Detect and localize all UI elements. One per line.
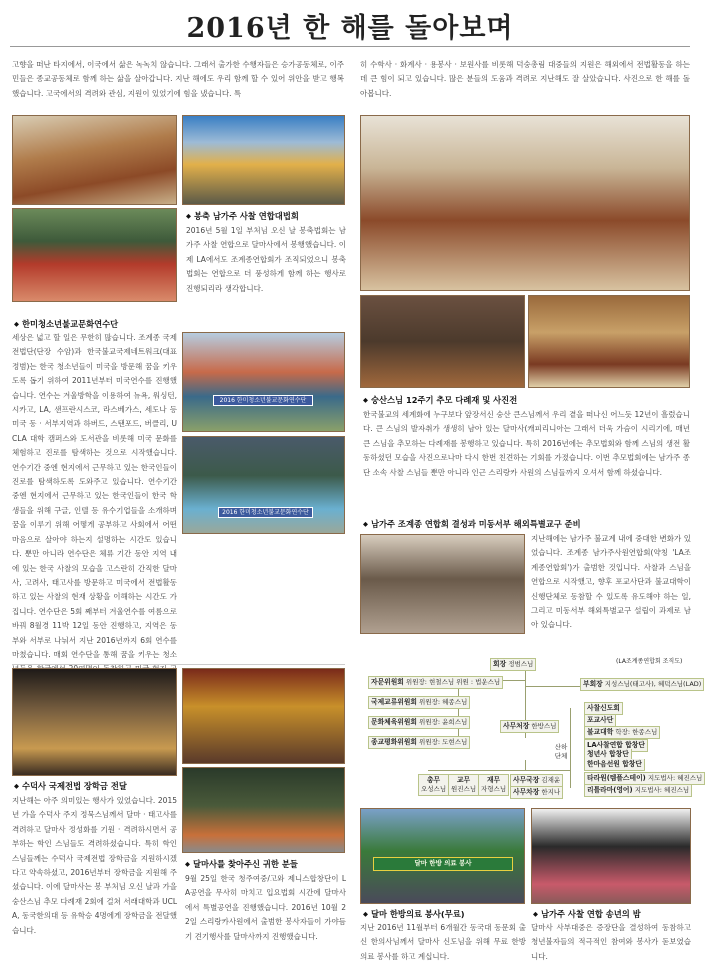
photo-youth-sedona xyxy=(182,332,345,432)
org-chart xyxy=(360,650,703,800)
title-divider xyxy=(10,46,690,47)
photo-visitors-group xyxy=(182,767,345,853)
photo-memorial-ceremony xyxy=(360,115,690,291)
org-staff: 사무국장 김재윤 xyxy=(510,774,563,787)
section-heading: ◆ 남가주 사찰 연합 송년의 밤 xyxy=(533,908,693,922)
org-affiliate: 한마음선원 합창단 xyxy=(584,759,645,771)
photo-scholarship xyxy=(12,668,177,776)
org-committee: 국제교류위원회 위원장: 혜종스님 xyxy=(368,696,470,709)
banner-label: 2016 한미청소년불교문화연수단 xyxy=(213,395,313,406)
org-staff: 사무차장 한지나 xyxy=(510,786,563,799)
photo-youth-temple xyxy=(182,436,345,534)
org-affiliate: LA사찰연합 합창단 xyxy=(584,739,648,752)
photo-memorial-hall xyxy=(360,295,525,388)
banner-label: 달마 한방 의료 봉사 xyxy=(373,857,513,871)
org-committee: 문화체육위원회 위원장: 윤희스님 xyxy=(368,716,470,729)
photo-monks-dharma-hall xyxy=(12,115,177,205)
intro-text-right: 히 수학사 · 화계사 · 용봉사 · 보원사를 비롯해 덕숭총림 대중들의 지원은 해외에서 전법활동을 하는데 큰 힘이 되고 있습니다. 많은 분들의 도움과 격려로 지난해도 잘 살았습니다. 사진으로 한 해를 돌아봅니다. xyxy=(360,60,690,98)
photo-yearend-night xyxy=(531,808,691,904)
section-body: 9월 25일 한국 청주여중/고와 제니스합창단이 LA공연을 무사히 마치고 입요법회 시간에 달마사에서 특별공연을 진행했습니다. 2016년 10월 22일 스리랑카사원에서 출범한 봉사자들이 가야듬기 견기행사를 달마사까지 진행했습니다. xyxy=(185,874,346,941)
org-secretary: 사무처장 한방스님 xyxy=(500,720,559,733)
section-heading: ◆ 남가주 조계종 연합회 결성과 미동서부 해외특별교구 준비 xyxy=(363,518,690,532)
org-affiliate: 청년사 합창단 xyxy=(584,749,632,761)
org-chair: 회장 정범스님 xyxy=(490,658,536,671)
section-body: 지난해는 아주 의미있는 행사가 있었습니다. 2015년 가을 수덕사 주지 정묵스님께서 달마 · 태고사를 격려하고 달마사 정성화를 기원 · 격려하시면서 공부하는 학인 스님들도 격려하셨습니다. 특히 학인 스님들께는 수덕사 국제전법 장학금을 지원하시겠다고 약속하셨고, 2016년부터 장학금을 지원해 주셨습니다. 이에 달마사는 봉 부처님 오신 날과 가을 숭산스님 추모 다례재 2회에 걸쳐 서래대학과 UCLA, 동국한의대 등 유학승 4명에게 장학금을 전달했습니다. xyxy=(12,796,177,935)
section-heading: ◆ 한미청소년불교문화연수단 xyxy=(14,318,184,332)
photo-medical-service xyxy=(360,808,525,904)
photo-buddha-birthday-crowd xyxy=(182,115,345,205)
photo-monks-group xyxy=(528,295,690,388)
org-side-label: 산하단체 xyxy=(554,743,568,760)
banner-label: 2016 한미청소년불교문화연수단 xyxy=(218,507,313,518)
org-committee: 자문위원회 위원장: 현철스님 위원 : 법운스님 xyxy=(368,676,503,689)
photo-federation-meeting xyxy=(360,534,525,634)
section-body: 지난해에는 남가주 불교계 내에 중대한 변화가 있었습니다. 조계종 남가주사원연합회(약칭 'LA조계종연합회')가 출범한 것입니다. 사찰과 스님을 연합으로 시작했고, 향후 포교사단과 불교대학이 신행단체로 동참할 수 있도록 유도해야 하는 일, 그리고 미동서부 해외특별교구 설립이 과제로 남아 있습니다. xyxy=(531,534,691,630)
org-affiliate: 사찰신도회 xyxy=(584,702,623,715)
org-staff: 교무 원진스님 xyxy=(448,774,479,796)
org-affiliate: 포교사단 xyxy=(584,714,616,727)
org-affiliate: 타라원(템플스테이) 지도법사: 혜진스님 xyxy=(584,772,705,785)
intro-text-left: 고향을 떠난 타지에서, 이국에서 삶은 녹녹치 않습니다. 그래서 출가한 수행자들은 승가공동체로, 이주민들은 종교공동체로 함께 하는 삶을 살아갑니다. 지난 해에도 우리 함께 할 수 있어 위안을 받고 행복했습니다. 고국에서의 격려와 관심, 지원이 있었기에 힘을 냈습니다. 특 xyxy=(12,60,344,98)
section-heading: ◆ 달마 한방의료 봉사(무료) xyxy=(363,908,528,922)
section-heading: ◆ 봉축 남가주 사찰 연합대법회 xyxy=(186,210,346,224)
org-committee: 종교평화위원회 위원장: 도현스님 xyxy=(368,736,470,749)
org-vice-chair: 부회장 지성스님(태고사), 혜덕스님(LAD) xyxy=(580,678,704,691)
section-heading: ◆ 달마사를 찾아주신 귀한 분들 xyxy=(185,858,347,872)
section-heading: ◆ 숭산스님 12주기 추모 다례재 및 사진전 xyxy=(363,394,690,408)
section-body: 2016년 5월 1일 부처님 오신 날 봉축법회는 남가주 사찰 연합으로 달마사에서 봉행했습니다. 이제 LA에서도 조계종연합회가 조직되었으니 봉축법회는 연합으로 더 풍성하게 함께 하는 행사로 진행되리라 생각합니다. xyxy=(186,226,346,293)
section-body: 달마사 사부대중은 증장단을 결성하여 동참하고 청년불자들의 적극적인 참여와 봉사가 돋보였습니다. xyxy=(531,923,691,961)
page-title: 2016년 한 해를 돌아보며 xyxy=(186,13,514,44)
org-staff: 총무 오성스님 xyxy=(418,774,449,796)
photo-choir-performance xyxy=(182,668,345,764)
org-staff: 재무 자형스님 xyxy=(478,774,509,796)
section-body: 한국불교의 세계화에 누구보다 앞장서신 숭산 큰스님께서 우리 곁을 떠나신 어느듯 12년이 흘렀습니다. 큰 스님의 발자취가 생생히 남아 있는 달마사(캐피리니아는 그래서 더욱 가슴이 시리기에, 매년 큰 스님을 추모하는 다례재를 봉행하고 있습니다. 특히 2016년에는 추모법회와 함께 스님의 생전 활동하셨던 모습을 사진으로나마 다시 한번 친견하는 기회를 가졌습니다. 이번 추모법회에는 남가주 종단 소속 사찰 스님들 뿐만 아니라 인근 스리랑카 사원의 스님들까지 오셔서 함께 하셨습니다. xyxy=(363,410,690,477)
org-affiliate: 리틀라마(영어) 지도법사: 혜진스님 xyxy=(584,784,692,797)
section-divider xyxy=(12,664,345,665)
org-affiliate: 불교대학 학장: 한종스님 xyxy=(584,726,660,739)
section-body: 지난 2016년 11월부터 6개월간 동국대 동문회 출신 한의사님께서 달마사 신도님을 위해 무료 한방의료 봉사를 하고 계십니다. xyxy=(360,923,526,961)
section-heading: ◆ 수덕사 국제전법 장학금 전달 xyxy=(14,780,179,794)
org-chart-note: (LA조계종연합회 조직도) xyxy=(616,658,683,665)
section-body: 세상은 넓고 할 일은 무한히 많습니다. 조계종 국제전법단(단장 수암)과 한국불교국제네트워크(대표 정범)는 한국 청소년들이 미국을 방문해 꿈을 키우도록 돕기 위하여 2011년부터 미국연수를 진행했습니다. 연수는 겨울방학을 이용하여 뉴욕, 워싱턴, 시카고, LA, 샌프란시스코, 라스베가스, 세도나 등 미국 동 · 서부지역과 하버드, 스탠포드, 버클리, UCLA 대학 캠퍼스와 도서관을 비롯해 미국 문화를 체험하고 진로를 탐색하는 것으로 시작했습니다. 연수기간 중엔 현지에서 근무하고 있는 한국인들이 진로를 탐색하도록 도와주고 있습니다. 연수기간 중엔 현지에서 근무하고 있는 한국인들이 한국 학생들을 위해 구글, 인텔 등 유수기업들을 소개하며 꿈을 이루기 위해 어떻게 공부하고 사회에서 어떤 마음으로 살아야 하는지 설명하는 시간도 있습니다. 뿐만 아니라 연수단은 체류 기간 동안 지역 내에 있는 한국 사찰의 모습을 고스란히 간직한 달마사, 고려사, 태고사를 방문하고 미국에서 전법활동 하고 있는 사찰의 현재 상황을 이해하는 시간도 가집니다. 연수단은 5회 째부터 겨울연수를 여름으로 바꿔 8월경 11박 12일 동안 진행하고, 지역은 동부와 서부로 나눠서 지난 2016년까지 6회 연수를 마쳤습니다. 매회 연수단을 통해 꿈을 키우는 청소 xyxy=(12,333,177,659)
photo-lantern-garden xyxy=(12,208,177,302)
